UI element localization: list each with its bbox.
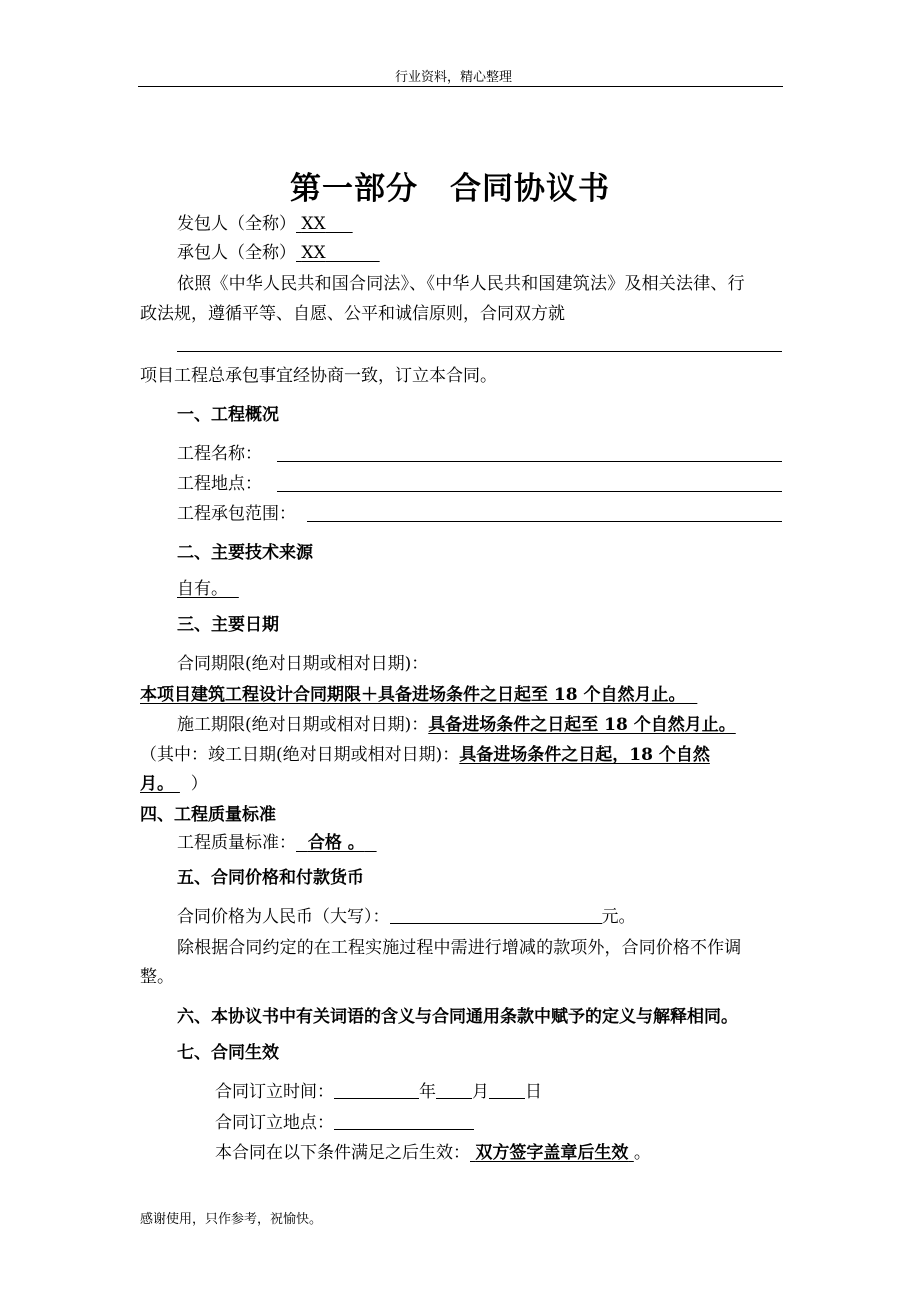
section-5-heading: 五、合同价格和付款货币 — [177, 868, 364, 888]
price-adjust-line-1: 除根据合同约定的在工程实施过程中需进行增减的款项外，合同价格不作调 — [177, 938, 742, 958]
year-field — [334, 1081, 419, 1099]
project-location-label: 工程地点： — [177, 474, 262, 494]
construction-term-row — [177, 714, 736, 736]
quality-row — [177, 832, 377, 854]
page-header: 行业资料，精心整理 — [395, 70, 513, 85]
section-2-heading: 二、主要技术来源 — [177, 543, 313, 563]
quality-label: 工程质量标准： — [177, 833, 296, 853]
intro-line-3: 项目工程总承包事宜经协商一致，订立本合同。 — [140, 366, 497, 386]
employer-row — [177, 213, 358, 235]
signing-place-label: 合同订立地点： — [215, 1113, 334, 1133]
document-title: 第一部分 合同协议书 — [290, 171, 610, 207]
effective-condition-value: 双方签字盖章后生效 — [475, 1143, 629, 1163]
project-name-field — [277, 461, 782, 462]
project-name-blank — [177, 351, 782, 352]
completion-date-value-2: 月。 — [140, 774, 174, 794]
project-name-label: 工程名称： — [177, 444, 262, 464]
completion-date-row-2 — [140, 773, 208, 795]
project-scope-label: 工程承包范围： — [177, 504, 296, 524]
project-scope-field — [307, 521, 782, 522]
construction-term-value: 具备进场条件之日起至 18 个自然月止。 — [428, 715, 736, 735]
day-label: 日 — [525, 1082, 542, 1102]
contract-term-value: 本项目建筑工程设计合同期限＋具备进场条件之日起至 18 个自然月止。 — [140, 685, 686, 705]
contractor-row — [177, 242, 388, 264]
employer-value: XX — [301, 214, 326, 234]
contractor-value: XX — [301, 243, 326, 263]
page-footer: 感谢使用，只作参考，祝愉快。 — [140, 1212, 323, 1227]
intro-line-2: 政法规，遵循平等、自愿、公平和诚信原则，合同双方就 — [140, 304, 565, 324]
effective-condition-label: 本合同在以下条件满足之后生效： — [215, 1143, 470, 1163]
section-7-heading: 七、合同生效 — [177, 1043, 279, 1063]
price-unit: 元。 — [601, 907, 636, 927]
intro-line-1: 依照《中华人民共和国合同法》、《中华人民共和国建筑法》及相关法律、行 — [177, 274, 745, 294]
completion-date-close: ） — [190, 774, 208, 794]
price-adjust-line-2: 整。 — [140, 967, 174, 987]
month-label: 月 — [472, 1082, 489, 1102]
completion-date-row — [140, 744, 710, 766]
signing-place-row — [215, 1112, 474, 1134]
quality-value: 合格 。 — [307, 833, 365, 853]
signing-time-row — [215, 1081, 542, 1103]
price-label: 合同价格为人民币（大写）： — [177, 907, 390, 927]
month-field — [436, 1081, 472, 1099]
completion-date-value: 具备进场条件之日起，18 个自然 — [459, 745, 710, 765]
completion-date-label: （其中：竣工日期(绝对日期或相对日期)： — [140, 745, 460, 765]
section-3-heading: 三、主要日期 — [177, 615, 279, 635]
tech-source-value: 自有。 — [177, 579, 228, 599]
contract-term-label: 合同期限(绝对日期或相对日期)： — [177, 654, 429, 674]
year-label: 年 — [419, 1082, 436, 1102]
section-6-heading: 六、本协议书中有关词语的含义与合同通用条款中赋予的定义与解释相同。 — [177, 1007, 738, 1027]
construction-term-label: 施工期限(绝对日期或相对日期)： — [177, 715, 429, 735]
price-row — [177, 906, 636, 928]
signing-time-label: 合同订立时间： — [215, 1082, 334, 1102]
section-4-heading: 四、工程质量标准 — [140, 805, 276, 825]
project-location-field — [277, 491, 782, 492]
effective-condition-row — [215, 1142, 651, 1164]
price-amount-field — [390, 906, 602, 924]
signing-place-field — [334, 1112, 474, 1130]
day-field — [489, 1081, 525, 1099]
effective-condition-end: 。 — [633, 1143, 651, 1163]
contractor-label: 承包人（全称） — [177, 243, 296, 263]
section-1-heading: 一、工程概况 — [177, 405, 279, 425]
employer-label: 发包人（全称） — [177, 214, 296, 234]
header-rule — [138, 86, 783, 87]
